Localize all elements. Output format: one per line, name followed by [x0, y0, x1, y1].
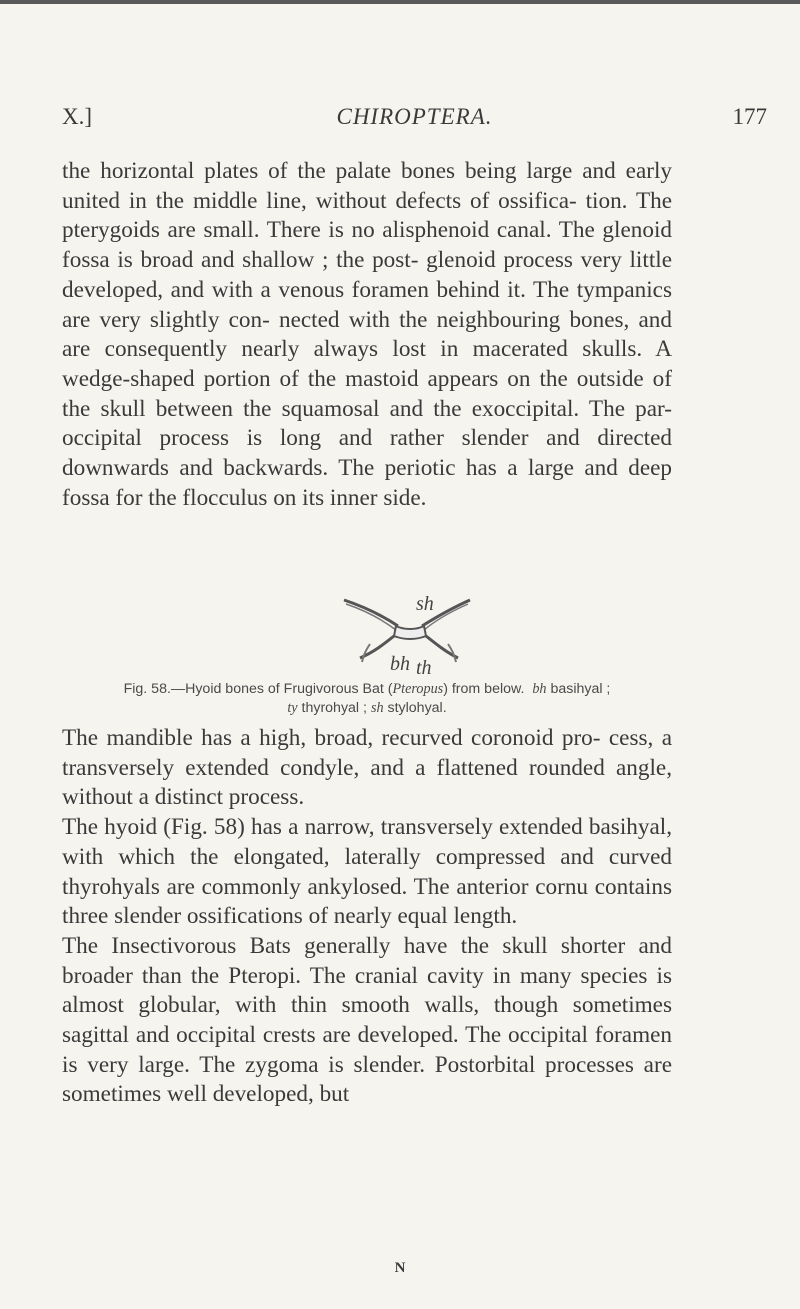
caption-text: stylohyal. — [383, 700, 447, 716]
paragraph: The Insectivorous Bats generally have the skull shorter and broader than the Pteropi. The cranial cavity in many species is almost globular, with thin smooth walls, though sometimes sagittal and occipital crests are developed. The occipital foramen is very large. The zygoma is slender. Postorbital processes are sometimes well developed, but — [62, 932, 672, 1108]
caption-text: Fig. 58.—Hyoid bones of Frugivorous Bat ( — [123, 681, 393, 697]
caption-abbrev: sh — [370, 700, 384, 716]
caption-text: basihyal ; — [546, 681, 611, 697]
caption-text: thyrohyal ; — [297, 700, 367, 716]
text-block-top — [62, 157, 672, 513]
figure-caption — [62, 680, 672, 718]
hyoid-figure — [340, 592, 480, 682]
caption-text: ) from below. — [443, 681, 525, 697]
chapter-number: X.] — [62, 104, 93, 129]
paragraph: The mandible has a high, broad, recurved coronoid pro- cess, a transversely extended condyle, and a flattened rounded angle, without a distinct process. — [62, 725, 672, 811]
label-th: th — [416, 657, 432, 679]
page-top-rule — [0, 0, 800, 4]
label-bh: bh — [390, 653, 410, 675]
running-header — [62, 104, 767, 134]
caption-abbrev: bh — [532, 681, 547, 697]
page-number: 177 — [732, 104, 767, 129]
caption-abbrev: ty — [287, 700, 298, 716]
text-block-bottom — [62, 724, 672, 1110]
label-sh: sh — [416, 593, 434, 615]
signature-mark: N — [394, 1260, 406, 1276]
paragraph: the horizontal plates of the palate bones being large and early united in the middle line, without defects of ossifica- tion. The pterygoids are small. There is no alisphenoid canal. The glenoid fossa is broad and shallow ; the post- glenoid process very little developed, and with a venous foramen behind it. The tympanics are very slightly con- nected with the neighbouring bones, and are consequently nearly always lost in macerated skulls. A wedge-shaped portion of the mastoid appears on the outside of the skull between the squamosal and the exoccipital. The par- occipital process is long and rather slender and directed downwards and backwards. The periotic has a large and deep fossa for the flocculus on its inner side. — [62, 158, 672, 511]
running-title: CHIROPTERA. — [336, 104, 493, 129]
caption-genus: Pteropus — [392, 681, 444, 697]
paragraph: The hyoid (Fig. 58) has a narrow, transversely extended basihyal, with which the elongated, laterally compressed and curved thyrohyals are commonly ankylosed. The anterior cornu contains three slender ossifications of nearly equal length. — [62, 814, 672, 930]
